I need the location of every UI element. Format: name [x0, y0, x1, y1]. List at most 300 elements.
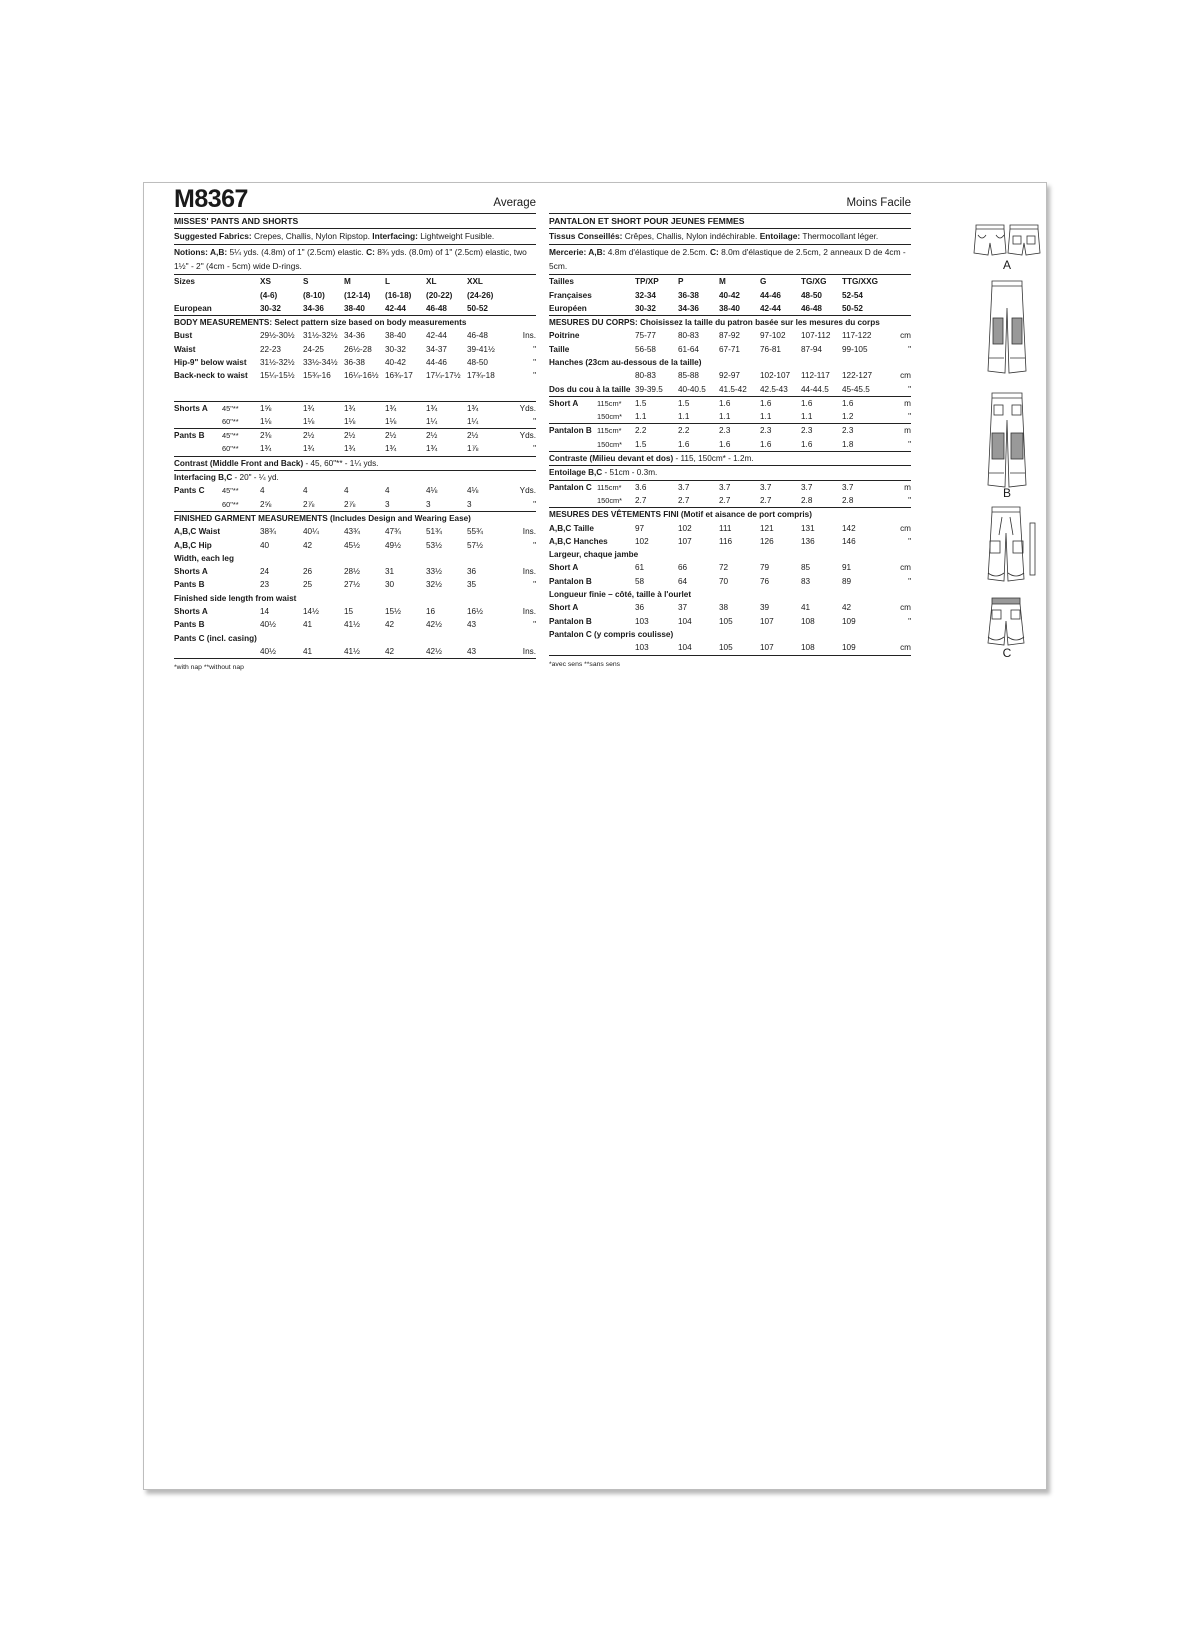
value-cell: 1.5 [678, 398, 690, 408]
size-name: XXL [467, 277, 483, 287]
value-cell: 15¼-15½ [260, 371, 295, 381]
unit-cell: " [533, 344, 536, 354]
value-cell: 1⅛ [303, 415, 344, 429]
section-title-fr: PANTALON ET SHORT POUR JEUNES FEMMES [549, 214, 911, 229]
value-cell: 107-112 [801, 331, 831, 341]
empty-cell [508, 289, 536, 302]
value-cell: 4 [260, 486, 265, 496]
table-row [174, 511, 536, 525]
value-cell: 39-41½ [467, 344, 495, 354]
value-cell: 32½ [426, 580, 442, 590]
fabric-width: 60"** [222, 499, 239, 509]
value-cell: 1¾ [344, 403, 356, 413]
empty-cell [883, 275, 911, 288]
value-cell: 31 [385, 567, 395, 577]
value-cell: 1¾ [303, 442, 344, 456]
value-cell: 85-88 [678, 371, 699, 381]
value-cell: 111 [719, 523, 732, 533]
row-label: A,B,C Hanches [549, 536, 608, 546]
value-cell: 14½ [303, 607, 319, 617]
value-cell: 26½-28 [344, 344, 372, 354]
size-name: TTG/XXG [842, 277, 878, 287]
table-row [549, 289, 911, 302]
english-header [174, 183, 536, 214]
suggested-fabrics-fr: Tissus Conseillés: Crêpes, Challis, Nylon indéchirable. Entoilage: Thermocollant léger. [549, 229, 911, 245]
value-cell: 39-39.5 [635, 383, 678, 397]
value-cell: 4⅛ [467, 486, 479, 496]
value-cell: 15½ [385, 607, 401, 617]
size-eu: 34-36 [678, 302, 719, 316]
value-cell: 102 [635, 536, 649, 546]
row-label: Short A [549, 563, 579, 573]
value-cell: 31½-32½ [260, 358, 295, 367]
unit-cell: " [533, 358, 536, 367]
value-cell: 146 [842, 536, 856, 546]
unit-cell: " [508, 498, 536, 512]
row-label: Pants B 45"** [174, 429, 260, 443]
section-title: MISSES' PANTS AND SHORTS [174, 214, 536, 229]
row-label: A,B,C Taille [549, 523, 594, 533]
value-cell: 83 [801, 576, 811, 586]
value-cell: 2⅞ [344, 498, 385, 512]
unit-cell: " [508, 415, 536, 429]
table-row [549, 535, 911, 548]
table-row [549, 369, 911, 382]
value-cell: 1.1 [719, 410, 760, 424]
value-cell: 4 [385, 486, 390, 496]
value-cell: 24-25 [303, 344, 324, 354]
value-cell: 4 [303, 486, 308, 496]
value-cell: 53½ [426, 540, 442, 550]
fabric-width: 115cm* [597, 398, 622, 408]
unit-cell: " [908, 616, 911, 626]
table-row [549, 575, 911, 588]
size-us: (12-14) [344, 290, 371, 300]
value-cell: 72 [719, 563, 729, 573]
row-label [174, 645, 260, 659]
value-cell: 44-46 [426, 358, 447, 367]
value-cell: 41.5-42 [719, 383, 760, 397]
value-cell: 136 [801, 536, 815, 546]
value-cell: 2.7 [760, 494, 801, 508]
unit-cell: Ins. [522, 527, 536, 537]
table-row [174, 343, 536, 356]
table-row [549, 508, 911, 522]
table-row [174, 456, 536, 470]
value-cell: 1¾ [303, 403, 315, 413]
value-cell: 42½ [426, 620, 442, 630]
value-cell: 107 [760, 616, 774, 626]
table-row [174, 578, 536, 591]
unit-cell: Yds. [519, 486, 536, 496]
value-cell: 41 [303, 645, 344, 659]
value-cell: 1⅝ [260, 403, 272, 413]
value-cell: 40-40.5 [678, 383, 719, 397]
value-cell: 25 [303, 580, 313, 590]
size-us: (4-6) [260, 290, 278, 300]
size-us: (20-22) [426, 290, 453, 300]
value-cell: 1.6 [719, 398, 731, 408]
row-label: Waist [174, 344, 196, 354]
empty-cell [508, 275, 536, 288]
table-heading: Largeur, chaque jambe [549, 550, 639, 560]
value-cell: 37 [678, 603, 688, 613]
empty-cell [883, 302, 911, 316]
value-cell: 42 [303, 540, 313, 550]
french-size-table [549, 275, 911, 655]
value-cell: 41½ [344, 620, 360, 630]
footnote-fr: *avec sens **sans sens [549, 660, 621, 668]
row-label: Pantalon B [549, 616, 592, 626]
row-label [549, 494, 635, 508]
fabric-width: 45"** [222, 431, 239, 441]
unit-cell: " [883, 383, 911, 397]
value-cell: 79 [760, 563, 770, 573]
value-cell: 27½ [344, 580, 360, 590]
pants-b-back-sketch [988, 393, 1026, 487]
table-row [174, 383, 536, 402]
pants-c-front-sketch [988, 507, 1024, 581]
row-label: Pants C 45"** [174, 484, 260, 497]
size-eu: 38-40 [719, 302, 760, 316]
value-cell: 40½ [260, 645, 303, 659]
table-row [174, 401, 536, 415]
notions-fr: Mercerie: A,B: 4.8m d'élastique de 2.5cm. C: 8.0m d'élastique de 2.5cm, 2 anneaux D de 4cm - 5cm. [549, 245, 911, 275]
value-cell: 36 [635, 603, 645, 613]
table-row [174, 525, 536, 538]
fabric-width: 60"** [222, 444, 239, 454]
row-label [174, 498, 260, 512]
value-cell: 28½ [344, 567, 360, 577]
value-cell: 2.3 [842, 426, 854, 436]
size-name: TG/XG [801, 277, 827, 287]
table-heading: Width, each leg [174, 553, 234, 563]
french-label: Françaises [549, 290, 592, 300]
value-cell: 35 [467, 580, 477, 590]
value-cell: 30-32 [385, 344, 406, 354]
value-cell: 103 [635, 616, 649, 626]
value-cell: 22-23 [260, 344, 281, 354]
fabric-width: 150cm* [597, 495, 623, 505]
value-cell: 2.3 [719, 426, 731, 436]
sizes-label: Tailles [549, 277, 574, 287]
value-cell: 76 [760, 576, 770, 586]
value-cell: 15 [344, 607, 354, 617]
value-cell: 43 [467, 620, 477, 630]
value-cell: 1.1 [801, 410, 842, 424]
table-row [549, 438, 911, 452]
value-cell: 38¾ [260, 527, 276, 537]
row-label: Pants B [174, 580, 205, 590]
value-cell: 41½ [344, 645, 385, 659]
size-eu: 50-52 [467, 302, 508, 316]
suggested-fabrics: Suggested Fabrics: Crepes, Challis, Nylon Ripstop. Interfacing: Lightweight Fusible. [174, 229, 536, 245]
unit-cell: " [533, 620, 536, 630]
size-fr: 32-34 [635, 290, 656, 300]
value-cell: 1¾ [385, 403, 397, 413]
value-cell: 4 [344, 486, 349, 496]
row-label: Bust [174, 331, 193, 341]
size-name: P [678, 277, 684, 287]
size-fr: 48-50 [801, 290, 822, 300]
value-cell: 1.1 [678, 410, 719, 424]
unit-cell: " [908, 344, 911, 354]
value-cell: 2.3 [801, 426, 813, 436]
value-cell: 31½-32½ [303, 331, 338, 341]
row-label: Short A [549, 603, 579, 613]
unit-cell: Ins. [522, 607, 536, 617]
table-row [174, 369, 536, 382]
value-cell: 2½ [344, 431, 356, 441]
value-cell: 38 [719, 603, 729, 613]
garment-sketches [972, 223, 1042, 653]
value-cell: 80-83 [678, 331, 699, 341]
value-cell: 99-105 [842, 344, 868, 354]
table-row [174, 498, 536, 512]
table-row [549, 522, 911, 535]
value-cell: 46-48 [467, 331, 488, 341]
value-cell: 41 [303, 620, 313, 630]
size-eu: 42-44 [385, 302, 426, 316]
row-label [549, 641, 635, 655]
value-cell: 122-127 [842, 371, 873, 381]
table-row [549, 480, 911, 494]
row-label: Back-neck to waist [174, 371, 248, 381]
value-cell: 48-50 [467, 358, 488, 367]
value-cell: 107 [678, 536, 692, 546]
size-eu: 46-48 [426, 302, 467, 316]
table-row [549, 452, 911, 466]
unit-cell: " [508, 442, 536, 456]
size-fr: 40-42 [719, 290, 740, 300]
value-cell: 2.7 [635, 494, 678, 508]
table-heading: MESURES DES VÊTEMENTS FINI (Motif et aisance de port compris) [549, 510, 812, 520]
unit-cell: " [883, 438, 911, 452]
value-cell: 1¾ [426, 403, 438, 413]
sizes-label: Sizes [174, 277, 195, 287]
value-cell: 1.5 [635, 398, 647, 408]
spacer [174, 383, 536, 402]
value-cell: 89 [842, 576, 852, 586]
unit-cell: cm [900, 331, 911, 341]
value-cell: 105 [719, 616, 733, 626]
size-name: G [760, 277, 767, 287]
value-cell: 1¾ [426, 442, 467, 456]
table-heading: Finished side length from waist [174, 593, 297, 603]
value-cell: 26 [303, 567, 313, 577]
table-heading: Interfacing B,C - 20" - ¼ yd. [174, 473, 279, 483]
fabric-width: 115cm* [597, 426, 622, 436]
fabric-width: 45"** [222, 486, 239, 496]
table-heading: Pants C (incl. casing) [174, 633, 257, 643]
value-cell: 67-71 [719, 344, 740, 354]
value-cell: 42 [385, 620, 395, 630]
value-cell: 55¾ [467, 527, 483, 537]
value-cell: 1.6 [842, 398, 854, 408]
view-c-label: C [1002, 646, 1012, 660]
unit-cell: Ins. [508, 645, 536, 659]
value-cell: 2.8 [842, 494, 883, 508]
value-cell: 2.2 [678, 426, 690, 436]
value-cell: 42 [842, 603, 852, 613]
value-cell: 3.6 [635, 482, 647, 492]
value-cell: 4⅛ [426, 486, 438, 496]
value-cell: 2.2 [635, 426, 647, 436]
row-label [174, 442, 260, 456]
value-cell: 109 [842, 641, 883, 655]
value-cell: 1.1 [760, 410, 801, 424]
value-cell: 16 [426, 607, 436, 617]
garment-views [972, 223, 1042, 658]
value-cell: 41 [801, 603, 811, 613]
value-cell: 97-102 [760, 331, 786, 341]
table-row [549, 561, 911, 574]
pattern-number: M8367 [174, 185, 248, 213]
view-b-label: B [1002, 486, 1011, 500]
value-cell: 44-44.5 [801, 383, 842, 397]
size-eu: 38-40 [344, 302, 385, 316]
size-fr: 52-54 [842, 290, 863, 300]
value-cell: 40¼ [303, 527, 319, 537]
table-heading: Contrast (Middle Front and Back) - 45, 60"** - 1¼ yds. [174, 456, 536, 470]
size-name: L [385, 277, 391, 287]
table-row [174, 592, 536, 605]
value-cell: 34-36 [344, 331, 365, 341]
value-cell: 2½ [385, 431, 397, 441]
table-row [174, 329, 536, 342]
row-label: Shorts A [174, 607, 208, 617]
unit-cell: " [533, 580, 536, 590]
value-cell: 1¼ [426, 415, 467, 429]
table-row [549, 601, 911, 614]
value-cell: 1.6 [760, 438, 801, 452]
value-cell: 1.6 [760, 398, 772, 408]
table-row [174, 302, 536, 316]
size-fr: 36-38 [678, 290, 699, 300]
unit-cell: " [533, 371, 536, 381]
value-cell: 108 [801, 641, 842, 655]
fabric-width: 115cm* [597, 482, 622, 492]
size-name: S [303, 277, 309, 287]
value-cell: 64 [678, 576, 688, 586]
table-heading: BODY MEASUREMENTS: Select pattern size based on body measurements [174, 318, 467, 328]
value-cell: 1¾ [344, 442, 385, 456]
value-cell: 2.7 [719, 494, 760, 508]
value-cell: 2.3 [760, 426, 772, 436]
value-cell: 2⅞ [303, 498, 344, 512]
size-eu: 50-52 [842, 302, 883, 316]
unit-cell: Ins. [522, 331, 536, 341]
value-cell: 1.6 [719, 438, 760, 452]
table-row [549, 548, 911, 561]
value-cell: 3 [385, 498, 426, 512]
value-cell: 102-107 [760, 371, 791, 381]
row-label: Pants B [174, 620, 205, 630]
table-row [174, 316, 536, 330]
difficulty-level: Average [493, 197, 536, 209]
french-header [549, 183, 911, 214]
value-cell: 23 [260, 580, 270, 590]
value-cell: 2⅜ [260, 431, 272, 441]
unit-cell: m [904, 482, 911, 492]
table-heading: FINISHED GARMENT MEASUREMENTS (Includes Design and Wearing Ease) [174, 513, 471, 523]
size-name: XL [426, 277, 437, 287]
size-eu: 34-36 [303, 302, 344, 316]
size-name: M [344, 277, 351, 287]
european-label: European [174, 302, 260, 316]
table-row [549, 628, 911, 641]
value-cell: 42½ [426, 645, 467, 659]
value-cell: 121 [760, 523, 774, 533]
row-label: A,B,C Hip [174, 540, 212, 550]
value-cell: 29½-30½ [260, 331, 295, 341]
value-cell: 3.7 [760, 482, 772, 492]
value-cell: 1¾ [385, 442, 426, 456]
unit-cell: cm [900, 603, 911, 613]
value-cell: 103 [635, 641, 678, 655]
unit-cell: cm [900, 563, 911, 573]
value-cell: 97 [635, 523, 645, 533]
value-cell: 1¾ [467, 403, 479, 413]
shorts-a-front-sketch [974, 225, 1006, 255]
value-cell: 3.7 [678, 482, 690, 492]
pants-b-front-sketch [988, 281, 1026, 373]
table-heading: Longueur finie – côté, taille à l'ourlet [549, 590, 692, 600]
table-row [174, 289, 536, 302]
value-cell: 1.5 [635, 438, 678, 452]
value-cell: 108 [801, 616, 815, 626]
table-heading: Pantalon C (y compris coulisse) [549, 629, 674, 639]
value-cell: 51¾ [426, 527, 442, 537]
difficulty-level-fr: Moins Facile [846, 197, 911, 209]
value-cell: 3.7 [842, 482, 854, 492]
value-cell: 15¾-16 [303, 371, 331, 381]
value-cell: 1.2 [842, 410, 883, 424]
value-cell: 104 [678, 641, 719, 655]
table-row [174, 565, 536, 578]
table-row [174, 552, 536, 565]
value-cell: 43¾ [344, 527, 360, 537]
empty-cell [508, 302, 536, 316]
value-cell: 92-97 [719, 371, 740, 381]
row-label [174, 415, 260, 429]
european-label: Européen [549, 302, 635, 316]
table-row [549, 588, 911, 601]
table-heading: Entoilage B,C - 51cm - 0.3m. [549, 466, 911, 480]
row-label: A,B,C Waist [174, 527, 221, 537]
unit-cell: " [883, 410, 911, 424]
row-label: Dos du cou à la taille [549, 383, 635, 397]
fabric-width: 150cm* [597, 439, 623, 449]
value-cell: 2⅝ [260, 498, 303, 512]
fabric-width: 45"** [222, 403, 239, 413]
table-row [174, 539, 536, 552]
unit-cell: Ins. [522, 567, 536, 577]
value-cell: 1.6 [678, 438, 719, 452]
value-cell: 47¾ [385, 527, 401, 537]
unit-cell: " [533, 540, 536, 550]
unit-cell: cm [883, 641, 911, 655]
table-row [549, 615, 911, 628]
value-cell: 43 [467, 645, 508, 659]
value-cell: 2½ [426, 431, 438, 441]
size-us: (16-18) [385, 290, 412, 300]
value-cell: 1¾ [260, 442, 303, 456]
value-cell: 38-40 [385, 331, 406, 341]
row-label [549, 410, 635, 424]
value-cell: 1.1 [635, 410, 678, 424]
value-cell: 116 [719, 536, 733, 546]
